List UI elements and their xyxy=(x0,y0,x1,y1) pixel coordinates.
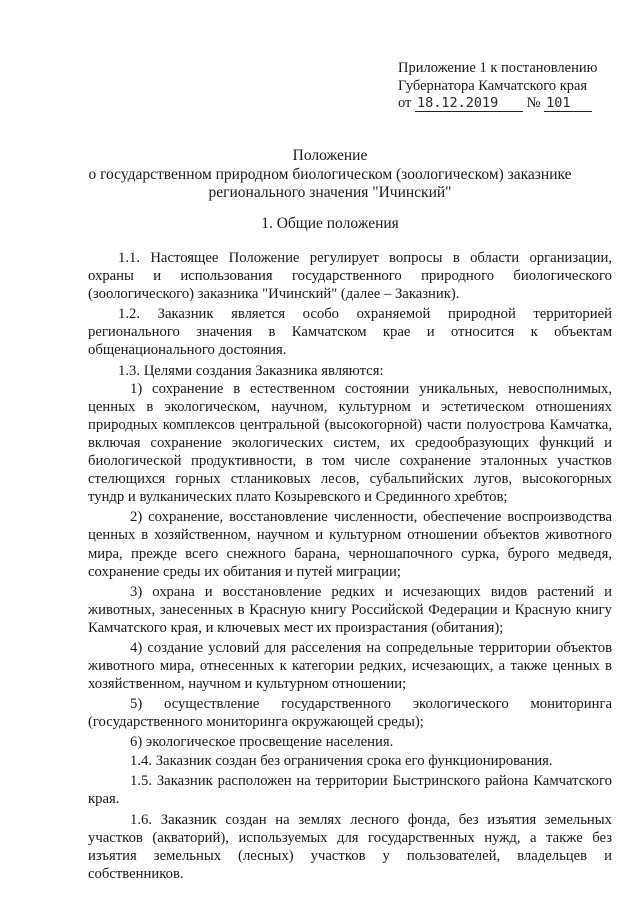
header-date-number xyxy=(398,95,597,113)
date-value: 18.12.2019 xyxy=(415,96,523,112)
number-value: 101 xyxy=(544,96,592,112)
number-prefix: № xyxy=(526,95,541,111)
document-title xyxy=(60,147,600,203)
list-item-4: 4) создание условий для расселения на сопредельные территории объектов животного мира, отнесенных к категории редких, исчезающих, а также ценных в хозяйственном, научном и культурном отношении; xyxy=(88,639,612,693)
section-heading: 1. Общие положения xyxy=(261,215,399,232)
header-line-governor: Губернатора Камчатского края xyxy=(398,77,588,94)
document-body xyxy=(88,249,612,885)
title-line-3: регионального значения "Ичинский" xyxy=(208,184,452,201)
document-header xyxy=(398,60,597,113)
paragraph-1-2: 1.2. Заказник является особо охраняемой природной территорией регионального значения в Камчатском крае и относится к объектам общенационального достояния. xyxy=(88,306,612,359)
title-line-2: о государственном природном биологическом (зоологическом) заказнике xyxy=(88,165,572,183)
paragraph-1-6: 1.6. Заказник создан на землях лесного фонда, без изъятия земельных участков (акваторий), используемых для государственных нужд, а также без изъятия земельных (лесных) участков у пользователей, владельцев и собственников. xyxy=(88,811,612,883)
date-prefix: от xyxy=(398,95,412,111)
list-item-3: 3) охрана и восстановление редких и исчезающих видов растений и животных, занесенных в Красную книгу Российской Федерации и Красную книгу Камчатского края, и ключевых мест их произрастания (обитания); xyxy=(88,583,612,636)
paragraph-1-1: 1.1. Настоящее Положение регулирует вопросы в области организации, охраны и использования государственного природного биологического (зоологического) заказника "Ичинский" (далее – Заказник). xyxy=(88,250,612,303)
title-line-1: Положение xyxy=(292,147,368,164)
paragraph-1-3: 1.3. Целями создания Заказника являются: xyxy=(118,362,384,379)
list-item-6: 6) экологическое просвещение населения. xyxy=(130,734,394,751)
list-item-2: 2) сохранение, восстановление численности, обеспечение воспроизводства ценных в хозяйственном, научном и культурном отношении объектов животного мира, прежде всего снежного барана, черношапочного сурка, бурого медведя, сохранение среды их обитания и путей миграции; xyxy=(88,509,612,580)
header-line-appendix: Приложение 1 к постановлению xyxy=(398,60,598,76)
list-item-5: 5) осуществление государственного экологического мониторинга (государственного мониторинга окружающей среды); xyxy=(88,696,612,731)
paragraph-1-5: 1.5. Заказник расположен на территории Быстринского района Камчатского края. xyxy=(88,772,612,807)
paragraph-1-4: 1.4. Заказник создан без ограничения срока его функционирования. xyxy=(130,752,553,769)
list-item-1: 1) сохранение в естественном состоянии уникальных, невосполнимых, ценных в экологическом, научном, культурном и эстетическом отношениях природных комплексов центральной (высокогорной) части полуострова Камчатка, включая сохранение экологических систем, их средообразующих функций и биологической продуктивности, в том числе сохранение эталонных участков стелющихся горных стланиковых лесов, субальпийских лугов, высокогорных тундр и вулканических плато Козыревского и Срединного хребтов; xyxy=(88,380,612,506)
